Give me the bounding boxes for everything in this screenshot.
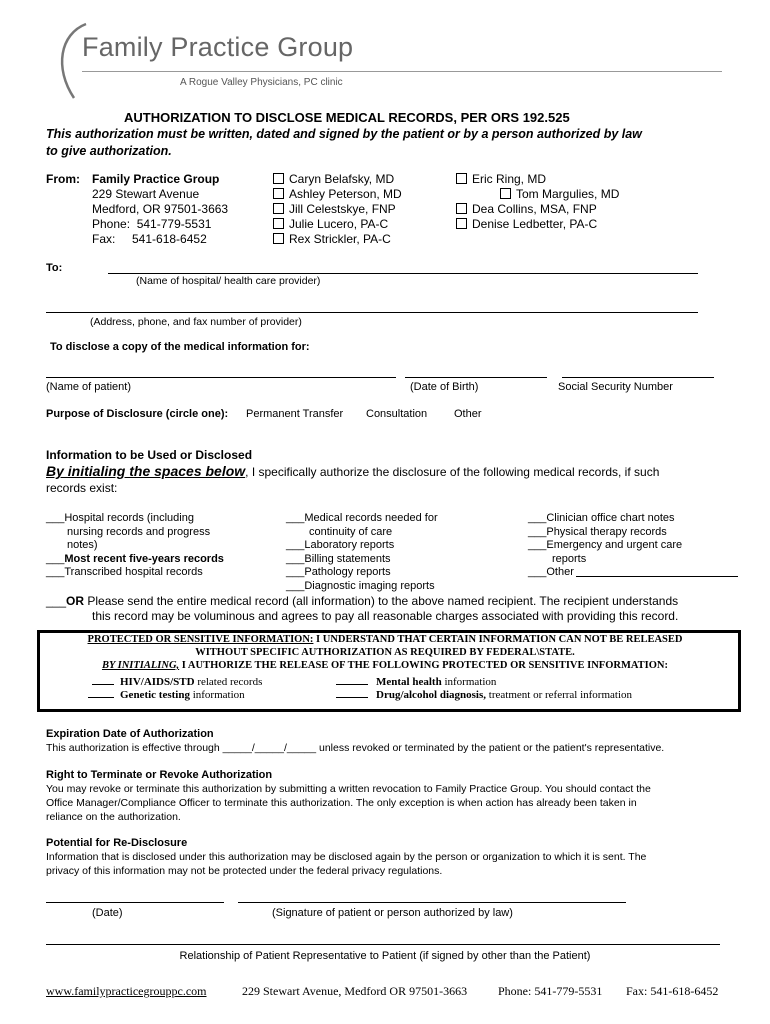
records-col2: ___Medical records needed for continuity of care ___Laboratory reports ___Billing statements ___Pathology reports ___Diagnostic imaging reports (286, 512, 438, 592)
footer-phone: Phone: 541-779-5531 (498, 984, 603, 998)
revoke-heading: Right to Terminate or Revoke Authorization (46, 769, 273, 781)
from-address1: 229 Stewart Avenue (92, 187, 200, 201)
record-option[interactable]: ___Emergency and urgent care (528, 539, 683, 552)
patient-name-field[interactable] (46, 377, 396, 378)
checkbox[interactable] (273, 173, 284, 184)
record-option[interactable]: ___Transcribed hospital records (46, 566, 203, 579)
record-option[interactable]: ___Clinician office chart notes (528, 512, 675, 524)
to-name-field[interactable] (108, 273, 698, 274)
provider-option[interactable]: Dea Collins, MSA, FNP (456, 202, 597, 216)
protected-option-hiv[interactable]: HIV/AIDS/STD related records (92, 676, 262, 688)
protected-option-genetic[interactable]: Genetic testing information (88, 689, 245, 701)
dob-field[interactable] (405, 377, 547, 378)
checkbox[interactable] (273, 233, 284, 244)
provider-option[interactable]: Rex Strickler, PA-C (273, 232, 402, 247)
protected-option-drug[interactable]: Drug/alcohol diagnosis, treatment or referral information (336, 689, 632, 701)
patient-name-hint: (Name of patient) (46, 381, 131, 393)
signature-hint: (Signature of patient or person authorized by law) (272, 907, 513, 919)
protected-line-1: PROTECTED OR SENSITIVE INFORMATION: I UNDERSTAND THAT CERTAIN INFORMATION CAN NOT BE RELEASED (87, 634, 683, 645)
org-subtitle: A Rogue Valley Physicians, PC clinic (180, 77, 343, 88)
checkbox[interactable] (500, 188, 511, 199)
record-option[interactable]: ___Hospital records (including (46, 512, 194, 524)
relationship-field[interactable] (46, 944, 720, 945)
record-option[interactable]: ___Medical records needed for (286, 512, 438, 524)
or-option-line-2: this record may be voluminous and agrees to pay all reasonable charges associated with providing this record. (92, 609, 679, 623)
protected-option-mental-health[interactable]: Mental health information (336, 676, 496, 688)
record-option[interactable]: ___Billing statements (286, 552, 391, 565)
purpose-option-consultation[interactable]: Consultation (366, 408, 428, 420)
subtitle-line-1: This authorization must be written, dated and signed by the patient or by a person authorized by law (46, 127, 642, 141)
record-option[interactable]: ___Physical therapy records (528, 525, 667, 538)
from-phone: Phone: 541-779-5531 (92, 217, 212, 231)
record-option[interactable]: ___Laboratory reports (286, 539, 395, 552)
purpose-option-other[interactable]: Other (454, 408, 482, 420)
protected-line-2: WITHOUT SPECIFIC AUTHORIZATION AS REQUIRED BY FEDERAL\STATE. (195, 647, 575, 658)
footer-fax: Fax: 541-618-6452 (626, 984, 719, 998)
records-col3: ___Clinician office chart notes ___Physical therapy records ___Emergency and urgent care reports ___Other (528, 512, 738, 580)
records-col1: ___Hospital records (including nursing records and progress notes) ___Most recent five-years records ___Transcribed hospital records (46, 512, 224, 579)
page-title: AUTHORIZATION TO DISCLOSE MEDICAL RECORDS, PER ORS 192.525 (124, 110, 570, 125)
date-hint: (Date) (92, 907, 123, 919)
header-rule (82, 71, 722, 72)
to-address-field[interactable] (46, 312, 698, 313)
relationship-hint: Relationship of Patient Representative to Patient (if signed by other than the Patient) (179, 950, 591, 962)
footer-url-link[interactable]: www.familypracticegrouppc.com (46, 984, 207, 998)
info-heading: Information to be Used or Disclosed (46, 448, 253, 462)
provider-option[interactable]: Denise Ledbetter, PA-C (456, 217, 597, 231)
checkbox[interactable] (273, 188, 284, 199)
revoke-line-2: Office Manager/Compliance Officer to terminate this authorization. The only exception is when action has already been taken in (46, 797, 637, 809)
provider-option[interactable]: Caryn Belafsky, MD (273, 172, 402, 187)
record-option[interactable]: ___Diagnostic imaging reports (286, 579, 435, 592)
to-name-hint: (Name of hospital/ health care provider) (136, 275, 321, 287)
redisclosure-line-2: privacy of this information may not be protected under the federal privacy regulations. (46, 865, 443, 877)
ssn-hint: Social Security Number (558, 381, 673, 393)
checkbox[interactable] (456, 173, 467, 184)
org-name: Family Practice Group (82, 32, 354, 62)
provider-option[interactable]: Jill Celestskye, FNP (273, 202, 402, 217)
dob-hint: (Date of Birth) (410, 381, 479, 393)
purpose-option-permanent[interactable]: Permanent Transfer (246, 408, 344, 420)
checkbox[interactable] (273, 203, 284, 214)
redisclosure-heading: Potential for Re-Disclosure (46, 837, 188, 849)
protected-line-3: BY INITIALING, I AUTHORIZE THE RELEASE OF THE FOLLOWING PROTECTED OR SENSITIVE INFORMATION: (101, 660, 669, 671)
from-label: From: (46, 172, 80, 186)
record-option[interactable]: ___Other (528, 566, 738, 580)
initial-instruction-2: records exist: (46, 481, 118, 495)
provider-option[interactable]: Ashley Peterson, MD (273, 187, 402, 202)
initial-instruction: By initialing the spaces below, I specifically authorize the disclosure of the following medical records, if such (46, 463, 660, 479)
revoke-line-3: reliance on the authorization. (46, 811, 181, 823)
checkbox[interactable] (273, 218, 284, 229)
signature-field[interactable] (238, 902, 626, 903)
from-address2: Medford, OR 97501-3663 (92, 202, 229, 216)
ssn-field[interactable] (562, 377, 714, 378)
provider-option[interactable]: Eric Ring, MD (456, 172, 546, 186)
to-label: To: (46, 262, 63, 274)
checkbox[interactable] (456, 218, 467, 229)
from-fax: Fax: 541-618-6452 (92, 232, 207, 246)
record-option[interactable]: ___Pathology reports (286, 566, 391, 579)
or-option[interactable]: ___OR Please send the entire medical record (all information) to the above named recipient. The recipient understands (46, 594, 679, 608)
revoke-line-1: You may revoke or terminate this authorization by submitting a written revocation to Family Practice Group. You should contact the (46, 783, 651, 795)
checkbox[interactable] (456, 203, 467, 214)
providers-col1 (273, 172, 402, 247)
expiration-text: This authorization is effective through _____/_____/_____ unless revoked or terminated by the patient or the patient's representative. (46, 742, 665, 754)
date-field[interactable] (46, 902, 224, 903)
expiration-heading: Expiration Date of Authorization (46, 728, 214, 740)
purpose-label: Purpose of Disclosure (circle one): (46, 408, 229, 420)
provider-option[interactable]: Julie Lucero, PA-C (273, 217, 402, 232)
disclose-for-label: To disclose a copy of the medical information for: (50, 341, 310, 353)
footer-address: 229 Stewart Avenue, Medford OR 97501-3663 (242, 984, 468, 998)
from-name: Family Practice Group (92, 172, 220, 186)
redisclosure-line-1: Information that is disclosed under this authorization may be disclosed again by the person or organization to which it is sent. The (46, 851, 647, 863)
provider-option[interactable]: Tom Margulies, MD (500, 187, 619, 201)
subtitle-line-2: to give authorization. (46, 144, 172, 158)
record-option[interactable]: ___Most recent five-years records (46, 552, 224, 565)
to-address-hint: (Address, phone, and fax number of provider) (90, 316, 302, 328)
